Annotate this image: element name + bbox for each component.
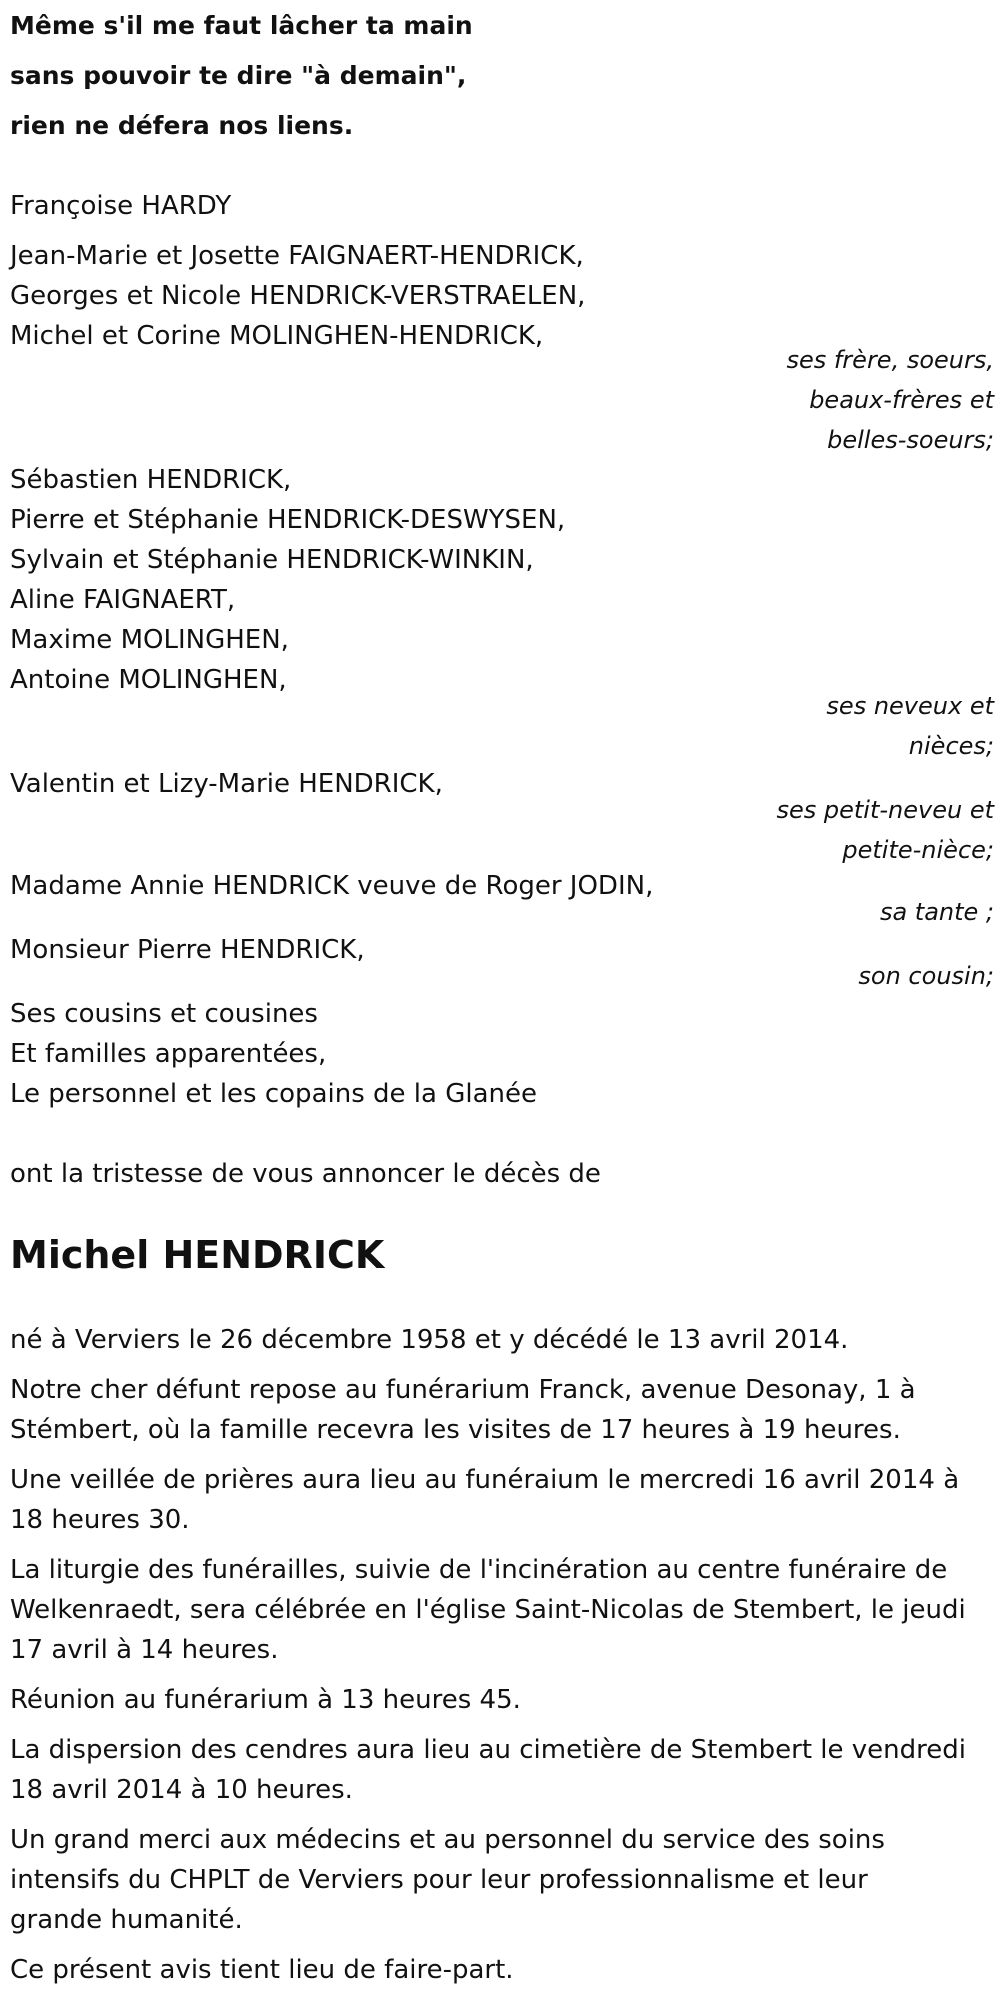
nephews-relation: nièces; xyxy=(908,732,994,760)
nephew-line: Antoine MOLINGHEN, xyxy=(10,665,287,695)
sibling-line: Georges et Nicole HENDRICK-VERSTRAELEN, xyxy=(10,281,586,311)
paragraph-line: Notre cher défunt repose au funérarium Franck, avenue Desonay, 1 à xyxy=(10,1375,916,1405)
aunt-line: Madame Annie HENDRICK veuve de Roger JODIN, xyxy=(10,871,654,901)
paragraph-line: Réunion au funérarium à 13 heures 45. xyxy=(10,1685,521,1715)
paragraph-line: Une veillée de prières aura lieu au funéraium le mercredi 16 avril 2014 à xyxy=(10,1465,960,1495)
paragraph-line: intensifs du CHPLT de Verviers pour leur professionnalisme et leur xyxy=(10,1865,868,1895)
siblings-relation: ses frère, soeurs, xyxy=(786,346,994,374)
paragraph-line: 18 heures 30. xyxy=(10,1505,190,1535)
announcement: ont la tristesse de vous annoncer le décès de xyxy=(10,1159,601,1189)
siblings-relation: belles-soeurs; xyxy=(827,426,994,454)
cousin-line: Monsieur Pierre HENDRICK, xyxy=(10,935,365,965)
deceased-name: Michel HENDRICK xyxy=(10,1233,385,1277)
nephews-relation: ses neveux et xyxy=(826,692,994,720)
poem-line: Même s'il me faut lâcher ta main xyxy=(10,11,473,40)
grandnephew-line: Valentin et Lizy-Marie HENDRICK, xyxy=(10,769,443,799)
others-line: Ses cousins et cousines xyxy=(10,999,318,1029)
others-line: Et familles apparentées, xyxy=(10,1039,327,1069)
paragraph-line: Welkenraedt, sera célébrée en l'église Saint-Nicolas de Stembert, le jeudi xyxy=(10,1595,966,1625)
others-line: Le personnel et les copains de la Glanée xyxy=(10,1079,537,1109)
poem-line: rien ne défera nos liens. xyxy=(10,111,354,140)
poem-line: sans pouvoir te dire "à demain", xyxy=(10,61,467,90)
mother-name: Françoise HARDY xyxy=(10,191,232,221)
cousin-relation: son cousin; xyxy=(858,962,994,990)
siblings-relation: beaux-frères et xyxy=(809,386,994,414)
paragraph-line: Stémbert, où la famille recevra les visites de 17 heures à 19 heures. xyxy=(10,1415,901,1445)
paragraph-line: 17 avril à 14 heures. xyxy=(10,1635,279,1665)
nephew-line: Maxime MOLINGHEN, xyxy=(10,625,289,655)
paragraph-line: Ce présent avis tient lieu de faire-part. xyxy=(10,1955,514,1985)
aunt-relation: sa tante ; xyxy=(879,898,994,926)
grandnephew-relation: ses petit-neveu et xyxy=(776,796,994,824)
paragraph-line: La liturgie des funérailles, suivie de l'incinération au centre funéraire de xyxy=(10,1555,948,1585)
paragraph-line: Un grand merci aux médecins et au personnel du service des soins xyxy=(10,1825,885,1855)
sibling-line: Jean-Marie et Josette FAIGNAERT-HENDRICK, xyxy=(10,241,584,271)
nephew-line: Aline FAIGNAERT, xyxy=(10,585,236,615)
paragraph-line: grande humanité. xyxy=(10,1905,243,1935)
paragraph-line: 18 avril 2014 à 10 heures. xyxy=(10,1775,353,1805)
nephew-line: Pierre et Stéphanie HENDRICK-DESWYSEN, xyxy=(10,505,566,535)
paragraph-line: né à Verviers le 26 décembre 1958 et y décédé le 13 avril 2014. xyxy=(10,1325,849,1355)
nephew-line: Sébastien HENDRICK, xyxy=(10,465,292,495)
grandnephew-relation: petite-nièce; xyxy=(842,836,994,864)
sibling-line: Michel et Corine MOLINGHEN-HENDRICK, xyxy=(10,321,544,351)
paragraph-line: La dispersion des cendres aura lieu au cimetière de Stembert le vendredi xyxy=(10,1735,966,1765)
nephew-line: Sylvain et Stéphanie HENDRICK-WINKIN, xyxy=(10,545,534,575)
